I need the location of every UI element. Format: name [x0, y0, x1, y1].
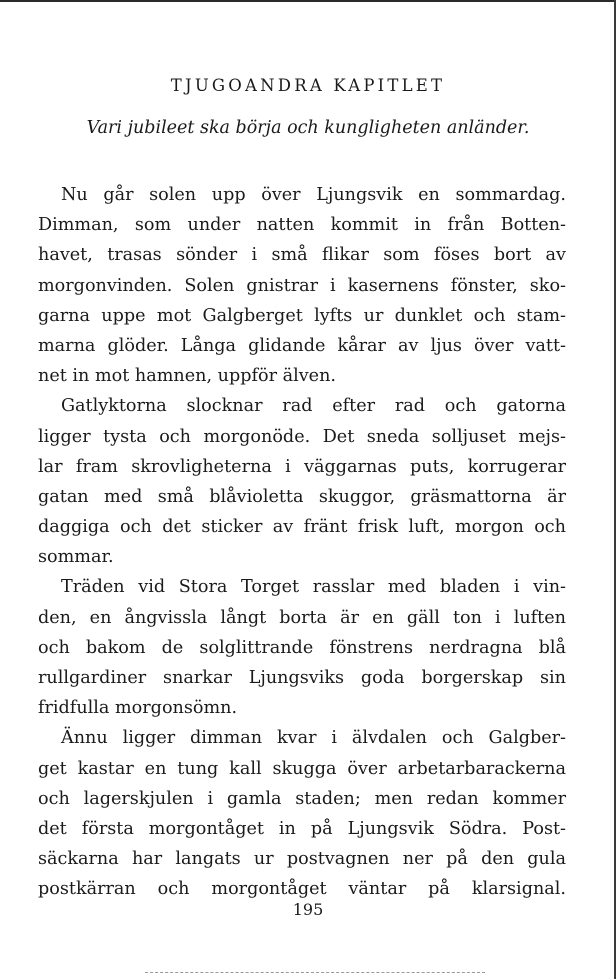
text-line: Dimman, som under natten kommit in från Botten- — [38, 215, 566, 236]
text-line: morgonvinden. Solen gnistrar i kasernens fönster, sko- — [38, 275, 566, 296]
text-line: Ännu ligger dimman kvar i älvdalen och Galgber- — [61, 728, 566, 749]
text-line: get kastar en tung kall skugga över arbetarbarackerna — [38, 758, 566, 779]
text-line: gatan med små blåvioletta skuggor, gräsmattorna är — [38, 486, 566, 507]
paragraph — [38, 723, 566, 904]
text-line: net in mot hamnen, uppför älven. — [38, 366, 337, 387]
chapter-subtitle: Vari jubileet ska börja och kungligheten anländer. — [86, 118, 530, 138]
text-line: Nu går solen upp över Ljungsvik en sommardag. — [61, 185, 566, 205]
text-line: sommar. — [38, 547, 114, 568]
page-number: 195 — [292, 900, 324, 919]
chapter-title: TJUGOANDRA KAPITLET — [170, 76, 446, 95]
paragraph — [38, 180, 566, 391]
text-line: marna glöder. Långa glidande kårar av ljus över vatt- — [38, 335, 566, 356]
text-line: säckarna har langats ur postvagnen ner på den gula — [38, 849, 566, 870]
text-line: garna uppe mot Galgberget lyfts ur dunklet och stam- — [38, 305, 566, 326]
text-line: och lagerskjulen i gamla staden; men redan kommer — [38, 788, 566, 809]
paragraph — [38, 572, 566, 723]
text-line: lar fram skrovligheterna i väggarnas puts, korrugerar — [38, 456, 566, 477]
top-edge-rule — [0, 0, 616, 2]
paragraph — [38, 391, 566, 572]
text-line: postkärran och morgontåget väntar på klarsignal. — [38, 879, 566, 900]
text-line: Gatlyktorna slocknar rad efter rad och gatorna — [61, 396, 566, 417]
body-text — [38, 180, 566, 905]
text-line: ligger tysta och morgonöde. Det sneda solljuset mejs- — [38, 426, 566, 447]
text-line: och bakom de solglittrande fönstrens nerdragna blå — [38, 637, 566, 658]
text-line: rullgardiner snarkar Ljungsviks goda borgerskap sin — [38, 668, 566, 688]
text-line: havet, trasas sönder i små flikar som föses bort av — [38, 245, 566, 266]
bottom-edge-rule — [145, 972, 485, 973]
text-line: den, en ångvissla långt borta är en gäll ton i luften — [38, 607, 566, 628]
text-line: fridfulla morgonsömn. — [38, 698, 238, 719]
text-line: daggiga och det sticker av fränt frisk luft, morgon och — [38, 517, 566, 538]
text-line: Träden vid Stora Torget rasslar med bladen i vin- — [61, 577, 566, 598]
text-line: det första morgontåget in på Ljungsvik Södra. Post- — [38, 818, 566, 839]
